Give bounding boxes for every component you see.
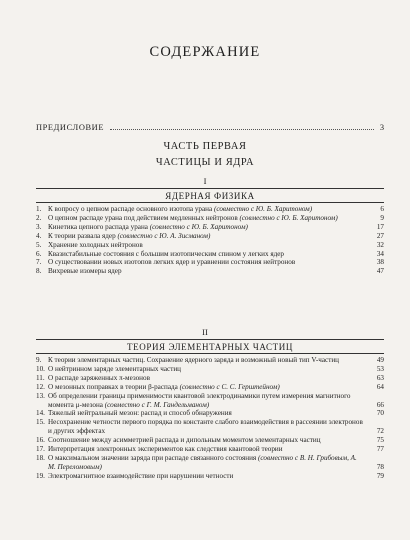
entry-page: 17 <box>376 222 384 231</box>
toc-entry[interactable] <box>36 267 384 276</box>
section-heading: ТЕОРИЯ ЭЛЕМЕНТАРНЫХ ЧАСТИЦ <box>36 339 384 354</box>
toc-entry[interactable] <box>36 409 384 418</box>
entry-number: 18. <box>36 453 45 462</box>
entry-coauthor: (совместно с Ю. А. Зисманом) <box>117 231 211 240</box>
entry-number: 9. <box>36 356 42 364</box>
entry-number: 1. <box>36 205 42 213</box>
toc-entry[interactable] <box>36 392 384 410</box>
section-number: I <box>203 176 207 186</box>
entry-title: О нейтринном заряде элементарных частиц <box>48 364 181 373</box>
entry-number: 3. <box>36 222 42 231</box>
toc-entry[interactable] <box>36 383 384 392</box>
entry-page: 63 <box>376 373 384 382</box>
entry-coauthor: (совместно с Ю. Б. Харитоном) <box>239 213 338 222</box>
section-heading: ЯДЕРНАЯ ФИЗИКА <box>36 188 384 203</box>
entry-number: 6. <box>36 249 42 258</box>
entry-title: К теории элементарных частиц. Сохранение ядерного заряда и возможный новый тип V-частиц <box>48 356 339 364</box>
entry-number: 10. <box>36 364 45 373</box>
section-number: II <box>202 327 208 337</box>
entry-page: 64 <box>376 382 384 391</box>
entry-number: 11. <box>36 373 45 382</box>
preface-page: 3 <box>379 123 384 132</box>
toc-entry[interactable] <box>36 454 384 472</box>
entry-page: 75 <box>376 436 384 445</box>
entry-page: 38 <box>376 258 384 267</box>
entry-title: Вихревые изомеры ядер <box>48 267 122 276</box>
entry-page: 49 <box>376 356 384 364</box>
part-subtitle: ЧАСТИЦЫ И ЯДРА <box>155 157 255 168</box>
toc-entry[interactable] <box>36 223 384 232</box>
entry-number: 15. <box>36 418 45 427</box>
toc-entry[interactable] <box>36 205 384 214</box>
entry-title: Тяжелый нейтральный мезон: распад и способ обнаружения <box>48 409 232 418</box>
entry-title: Квазистабильные состояния с большим изотопическим спином у легких ядер <box>48 249 285 258</box>
entry-title: О цепном распаде урана под действием медленных нейтронов <box>48 213 238 222</box>
entry-page: 9 <box>380 213 384 222</box>
entry-page: 6 <box>380 205 384 213</box>
entry-number: 5. <box>36 240 42 249</box>
toc-entry[interactable] <box>36 241 384 250</box>
entry-coauthor: (совместно с Ю. Б. Харитоном) <box>149 222 248 231</box>
entry-page: 79 <box>376 471 384 480</box>
entry-number: 14. <box>36 409 45 418</box>
page-title: СОДЕРЖАНИЕ <box>149 44 261 60</box>
toc-entry[interactable] <box>36 418 384 436</box>
entry-number: 17. <box>36 445 45 454</box>
entry-page: 78 <box>376 462 384 471</box>
entry-page: 32 <box>376 240 384 249</box>
toc-entry[interactable] <box>36 445 384 454</box>
entry-coauthor: (совместно с Ю. Б. Харитоном) <box>213 205 313 213</box>
entry-page: 53 <box>376 364 384 373</box>
entry-title: К теории развала ядер <box>48 231 116 240</box>
toc-entry[interactable] <box>36 356 384 365</box>
entry-title: Кинетика цепного распада урана <box>48 222 148 231</box>
entry-page: 72 <box>376 427 384 436</box>
entry-number: 12. <box>36 382 45 391</box>
part-title: ЧАСТЬ ПЕРВАЯ <box>163 141 247 152</box>
toc-entry[interactable] <box>36 258 384 267</box>
toc-entry[interactable] <box>36 436 384 445</box>
entry-page: 34 <box>376 249 384 258</box>
entry-title: Интерпретация электронных экспериментов как следствия квантовой теории <box>48 445 283 454</box>
entry-number: 4. <box>36 231 42 240</box>
entry-title: Соотношение между асимметрией распада и дипольным моментом элементарных частиц <box>48 436 321 445</box>
toc-entry[interactable] <box>36 472 384 481</box>
entry-title: Хранение холодных нейтронов <box>48 240 143 249</box>
entry-title: О распаде заряженных π-мезонов <box>48 373 150 382</box>
entry-title: Об определении границы применимости квантовой электродинамики путем измерения магнитного момента μ-мезона <box>48 391 351 409</box>
entry-coauthor: (совместно с С. С. Герштейном) <box>179 382 280 391</box>
toc-entry[interactable] <box>36 374 384 383</box>
entry-page: 66 <box>376 400 384 409</box>
entry-number: 16. <box>36 436 45 445</box>
toc-entry[interactable] <box>36 365 384 374</box>
entry-page: 47 <box>376 267 384 276</box>
entry-number: 2. <box>36 213 42 222</box>
entry-title: К вопросу о цепном распаде основного изотопа урана <box>48 205 213 213</box>
entry-number: 13. <box>36 391 45 400</box>
entry-title: О существовании новых изотопов легких ядер и уравнении состояния нейтронов <box>48 258 296 267</box>
entry-page: 77 <box>376 445 384 454</box>
entry-coauthor: (совместно с В. Н. Грибовым, А. М. Переломовым) <box>48 453 357 471</box>
entry-number: 7. <box>36 258 42 267</box>
preface-label: ПРЕДИСЛОВИЕ <box>36 123 105 132</box>
toc-entry[interactable] <box>36 214 384 223</box>
entry-coauthor: (совместно с Г. М. Гандельманом) <box>104 400 210 409</box>
entry-page: 27 <box>376 231 384 240</box>
section-entries <box>36 205 384 276</box>
toc-entry[interactable] <box>36 250 384 259</box>
entry-number: 8. <box>36 267 42 276</box>
entry-number: 19. <box>36 471 45 480</box>
leader-dots <box>110 129 374 130</box>
toc-entry[interactable] <box>36 232 384 241</box>
preface-entry[interactable] <box>36 123 384 132</box>
entry-title: О мезонных поправках в теории β-распада <box>48 382 178 391</box>
entry-title: Несохранение четности первого порядка по константе слабого взаимодействия в рассеянии электронов и других эффектах <box>48 418 363 436</box>
entry-title: О максимальном значении заряда при распаде связанного состояния <box>48 453 257 462</box>
section-entries <box>36 356 384 481</box>
entry-title: Электромагнитное взаимодействие при нарушении четности <box>48 471 234 480</box>
entry-page: 70 <box>376 409 384 418</box>
